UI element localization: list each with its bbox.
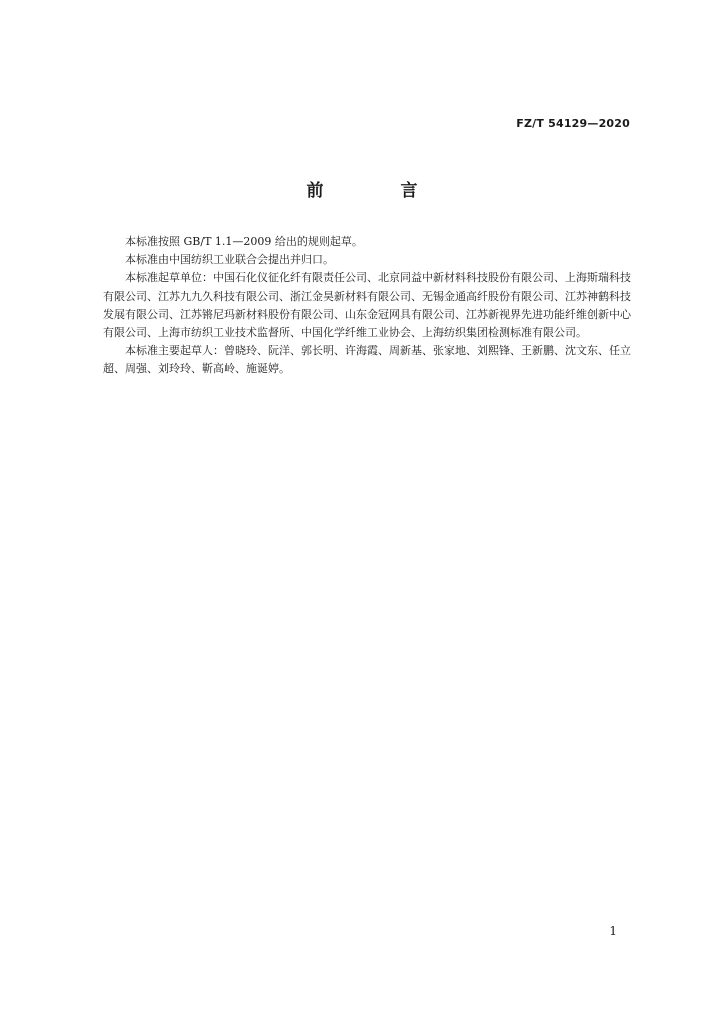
paragraph-drafting-rules: 本标准按照 GB/T 1.1—2009 给出的规则起草。 [125, 235, 363, 248]
foreword-body [103, 233, 631, 379]
standard-code: FZ/T 54129—2020 [516, 117, 630, 130]
paragraph-proposer: 本标准由中国纺织工业联合会提出并归口。 [125, 253, 334, 267]
paragraph-drafting-units: 本标准起草单位：中国石化仪征化纤有限责任公司、北京同益中新材料科技股份有限公司、上海斯瑞科技有限公司、江苏九九久科技有限公司、浙江金昊新材料有限公司、无锡金通高纤股份有限公司、江苏神鹤科技发展有限公司、江苏锵尼玛新材料股份有限公司、山东金冠网具有限公司、江苏新视界先进功能纤维创新中心有限公司、上海市纺织工业技术监督所、中国化学纤维工业协会、上海纺织集团检测标准有限公司。 [103, 271, 631, 340]
page-title: 前 言 [306, 181, 448, 201]
paragraph-drafters: 本标准主要起草人：曾晓玲、阮洋、郭长明、许海霞、周新基、张家地、刘熙锋、王新鹏、沈文东、任立超、周强、刘玲玲、靳高岭、施诞婷。 [103, 344, 631, 376]
page-number: 1 [609, 924, 617, 938]
